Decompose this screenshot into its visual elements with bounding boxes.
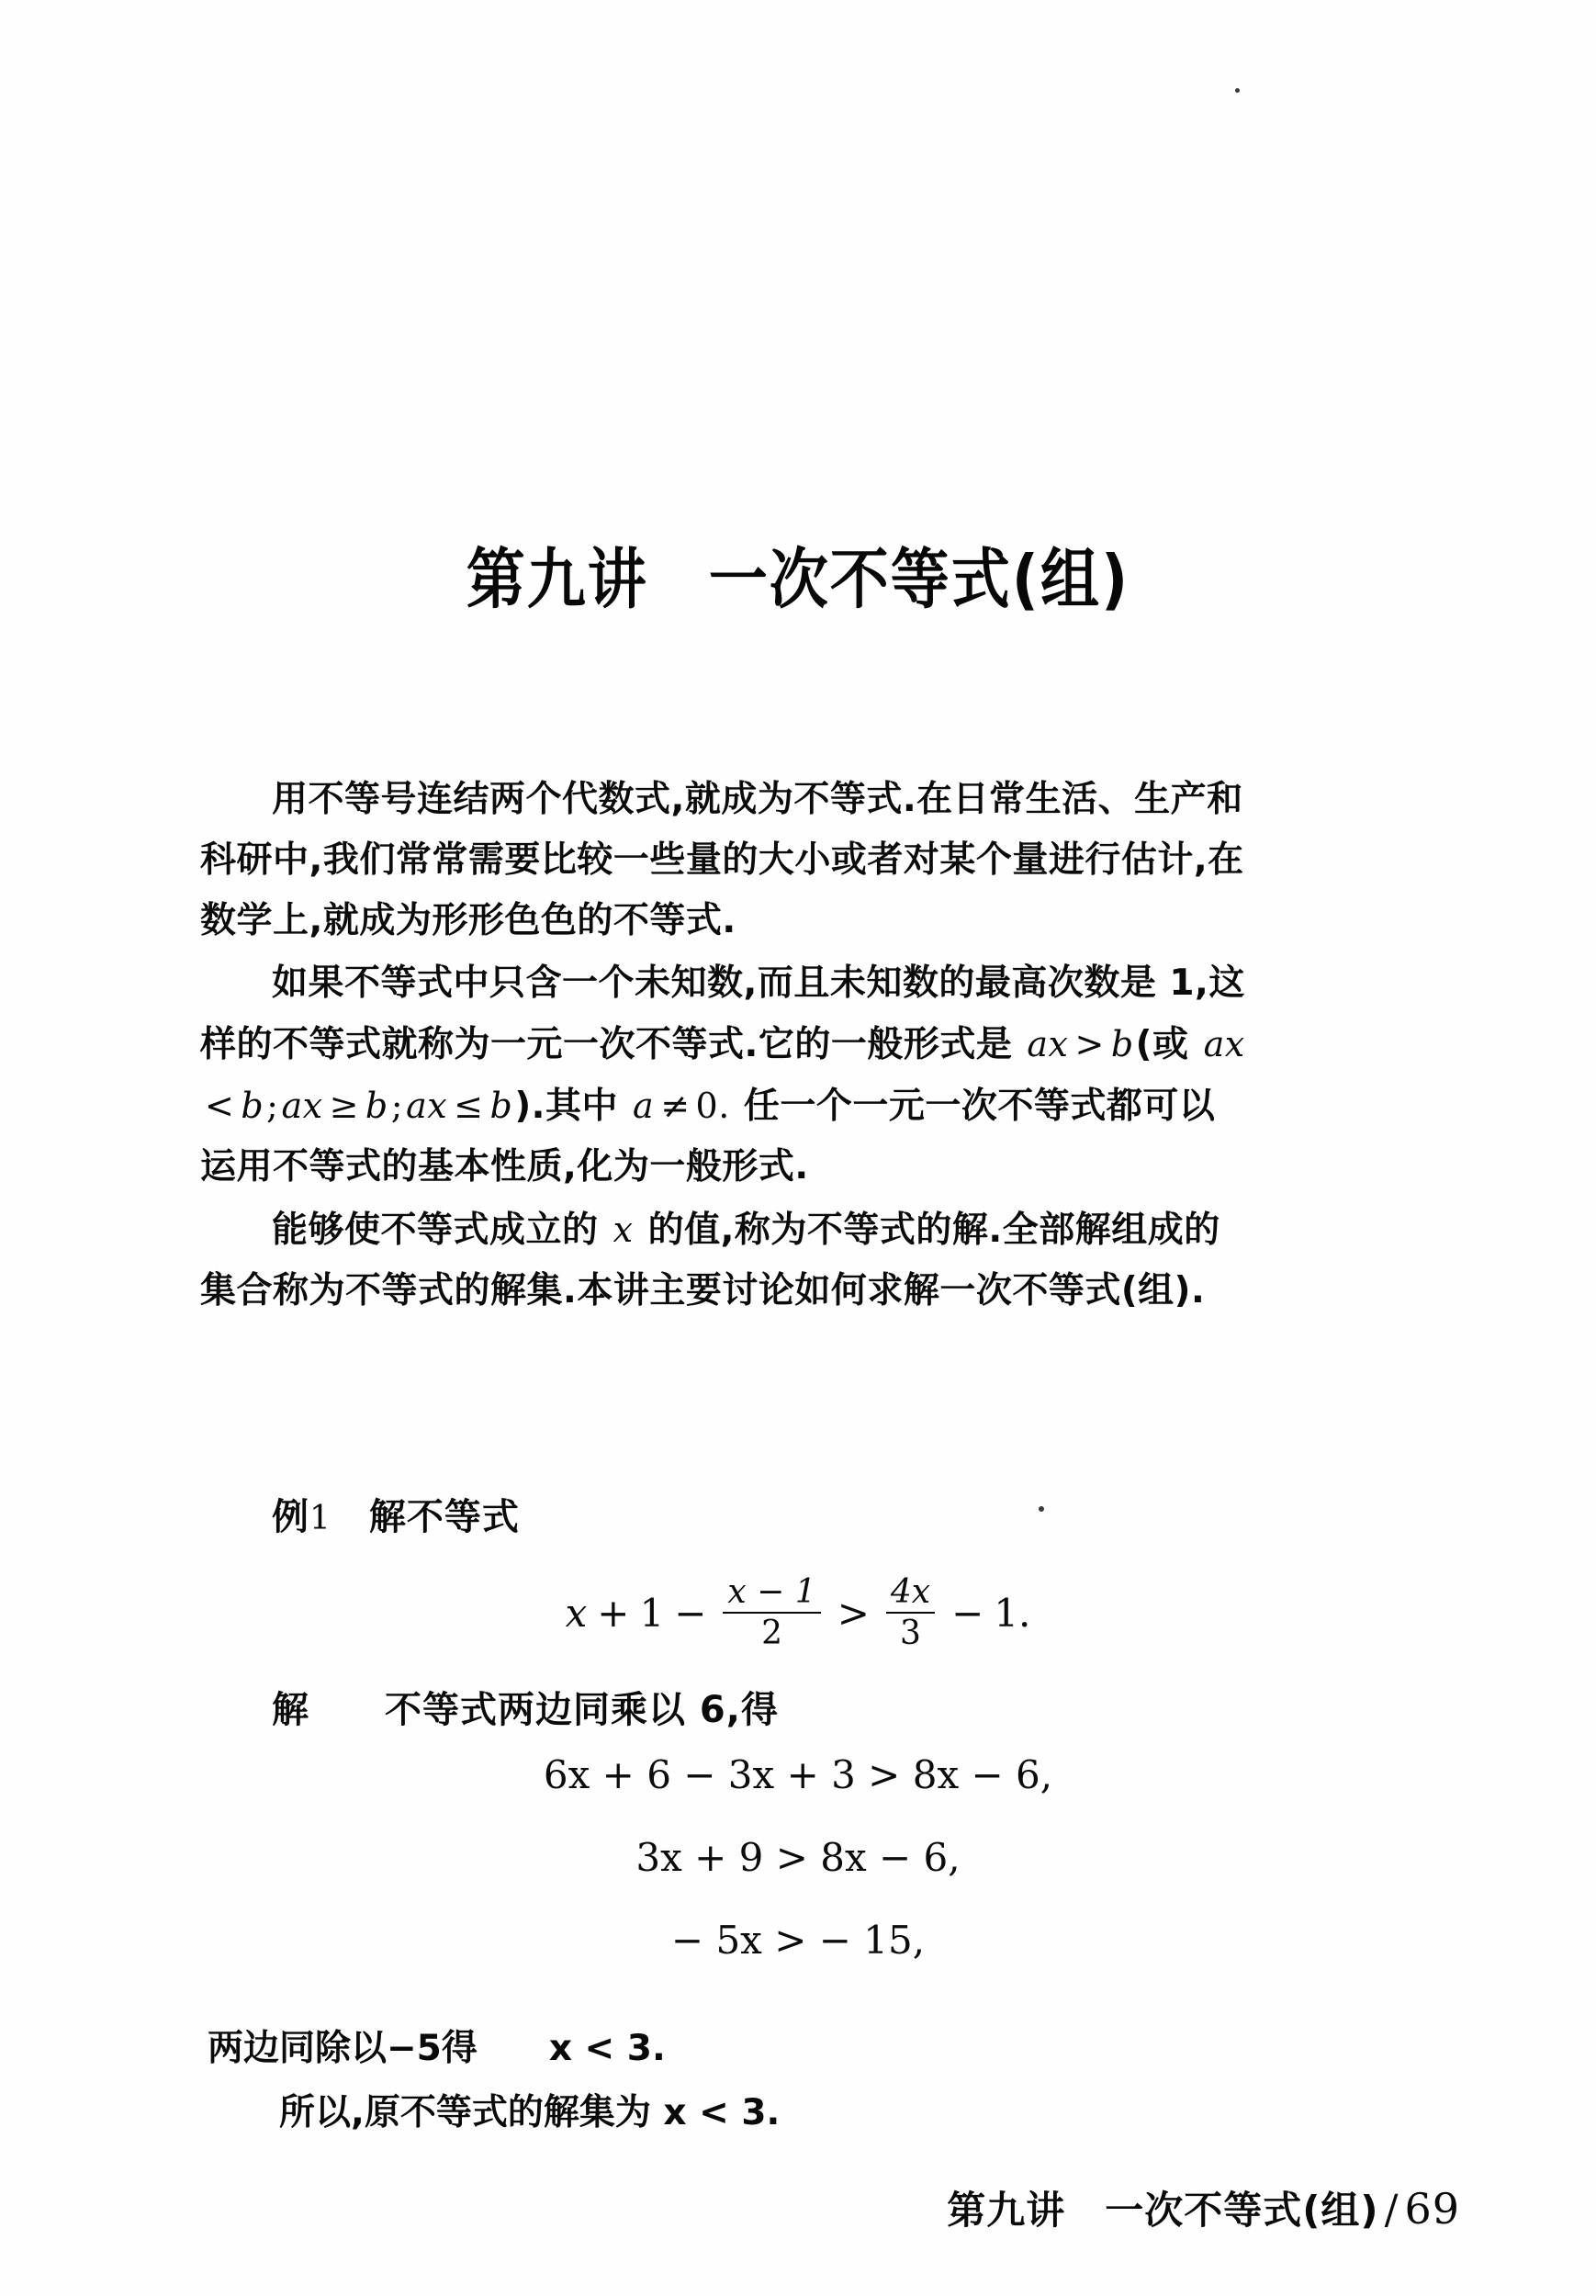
fraction-4x-over-3 bbox=[886, 1573, 935, 1652]
equation-row: 6x + 6 − 3x + 3 > 8x − 6, bbox=[543, 1752, 1053, 1797]
solution-label: 解 bbox=[272, 1689, 309, 1731]
math-operator: < bbox=[205, 1086, 235, 1126]
math-separator: ; bbox=[266, 1086, 279, 1126]
footer-page-number: 69 bbox=[1404, 2184, 1460, 2234]
closing-line-solution-set: 所以,原不等式的解集为 x < 3. bbox=[279, 2092, 781, 2133]
math-separator: ; bbox=[390, 1086, 404, 1126]
example-spacer bbox=[332, 1496, 369, 1538]
paragraph-text: 的值,称为不等式的解.全部解组成的 bbox=[635, 1210, 1220, 1251]
math-number: 1 bbox=[639, 1591, 665, 1636]
page-footer bbox=[947, 2180, 1460, 2235]
fraction-denominator: 3 bbox=[900, 1615, 921, 1652]
fraction-numerator: 4x bbox=[886, 1576, 935, 1614]
math-operator: − bbox=[674, 1591, 707, 1636]
solution-spacer bbox=[309, 1689, 385, 1731]
math-number: 0. bbox=[695, 1086, 730, 1126]
paragraph-intro-3 bbox=[200, 1199, 1399, 1322]
math-operator: ≥ bbox=[329, 1086, 359, 1126]
equation-step-1 bbox=[0, 1752, 1596, 1797]
example-number: 1 bbox=[309, 1500, 332, 1537]
scan-speck-top bbox=[1235, 88, 1240, 93]
paragraph-line: 数学上,就成为形形色色的不等式. bbox=[200, 900, 736, 941]
paragraph-line: 科研中,我们常常需要比较一些量的大小或者对某个量进行估计,在 bbox=[200, 839, 1244, 881]
body-text-block bbox=[200, 770, 1399, 1323]
math-var: b bbox=[365, 1086, 388, 1126]
paragraph-text: (或 bbox=[1135, 1024, 1202, 1065]
paragraph-line bbox=[200, 1014, 1399, 1075]
paragraph-line bbox=[200, 1199, 1399, 1261]
math-operator: ≤ bbox=[454, 1086, 484, 1126]
equation-row: 3x + 9 > 8x − 6, bbox=[635, 1835, 961, 1880]
paragraph-text: 样的不等式就称为一元一次不等式.它的一般形式是 bbox=[200, 1024, 1026, 1065]
equation-row: − 5x > − 15, bbox=[670, 1918, 926, 1963]
footer-separator: / bbox=[1384, 2187, 1399, 2234]
page-title: 第九讲 一次不等式(组) bbox=[466, 542, 1130, 619]
paragraph-text: ).其中 bbox=[514, 1086, 632, 1127]
math-var: ax bbox=[1027, 1024, 1069, 1064]
equation-step-2 bbox=[0, 1835, 1596, 1880]
paragraph-intro-2 bbox=[200, 953, 1399, 1198]
math-var: a bbox=[633, 1086, 655, 1126]
math-var: b bbox=[241, 1086, 264, 1126]
paragraph-line bbox=[200, 1075, 1399, 1137]
math-var: b bbox=[489, 1086, 513, 1126]
math-operator: > bbox=[1074, 1024, 1105, 1064]
math-var: ax bbox=[406, 1086, 448, 1126]
example-label: 例 bbox=[272, 1496, 309, 1538]
fraction-x-minus-1-over-2 bbox=[723, 1573, 820, 1652]
math-relation: > bbox=[837, 1591, 870, 1636]
math-operator: + bbox=[597, 1591, 630, 1636]
example-heading bbox=[272, 1488, 520, 1540]
scan-speck-middle bbox=[1039, 1506, 1044, 1512]
paragraph-text: 任一个一元一次不等式都可以 bbox=[730, 1086, 1216, 1127]
math-var: ax bbox=[1203, 1024, 1245, 1064]
math-operator: − bbox=[951, 1591, 984, 1636]
footer-title: 第九讲 一次不等式(组) bbox=[947, 2188, 1379, 2233]
paragraph-line: 如果不等式中只含一个未知数,而且未知数的最高次数是 1,这 bbox=[272, 962, 1245, 1004]
math-var: b bbox=[1110, 1024, 1134, 1064]
fraction-denominator: 2 bbox=[761, 1615, 782, 1652]
math-operator: ≠ bbox=[660, 1086, 691, 1126]
paragraph-text: 能够使不等式成立的 bbox=[272, 1210, 612, 1251]
paragraph-line: 运用不等式的基本性质,化为一般形式. bbox=[200, 1146, 809, 1187]
math-number: 1. bbox=[994, 1591, 1031, 1636]
math-var: x bbox=[565, 1591, 588, 1636]
example-prompt: 解不等式 bbox=[368, 1496, 520, 1538]
equation-step-3 bbox=[0, 1918, 1596, 1963]
paragraph-line: 用不等号连结两个代数式,就成为不等式.在日常生活、生产和 bbox=[272, 779, 1243, 820]
equation-problem bbox=[0, 1573, 1596, 1652]
solution-intro-text: 不等式两边同乘以 6,得 bbox=[385, 1689, 779, 1731]
solution-heading bbox=[272, 1681, 779, 1733]
paragraph-intro-1 bbox=[200, 770, 1399, 951]
fraction-numerator: x − 1 bbox=[723, 1576, 820, 1614]
equation-row bbox=[565, 1573, 1031, 1652]
closing-line-divide: 两边同除以−5得 x < 3. bbox=[208, 2028, 666, 2069]
paragraph-line: 集合称为不等式的解集.本讲主要讨论如何求解一次不等式(组). bbox=[200, 1270, 1206, 1311]
math-var: x bbox=[613, 1210, 634, 1250]
math-var: ax bbox=[281, 1086, 323, 1126]
